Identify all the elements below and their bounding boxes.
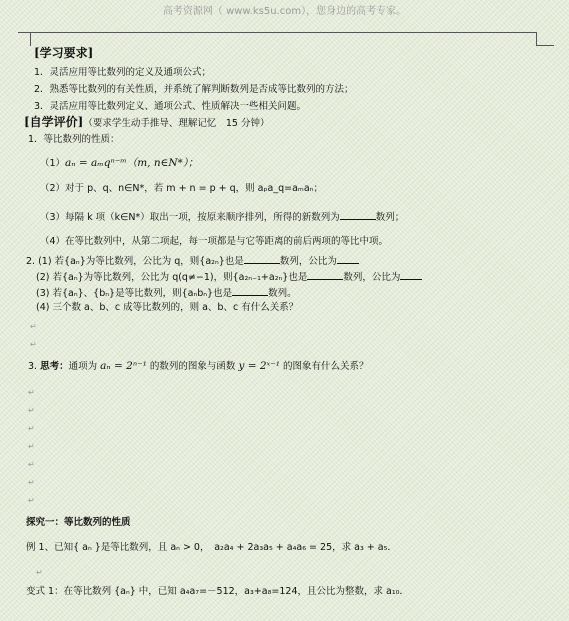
property-1 bbox=[40, 156, 199, 171]
paragraph-mark: ↵ bbox=[28, 406, 35, 415]
q2-item-3 bbox=[36, 285, 297, 301]
requirement-item-3: 3．灵活应用等比数列定义、通项公式、性质解决一些相关问题。 bbox=[34, 101, 307, 112]
paragraph-mark: ↵ bbox=[28, 424, 35, 433]
think-question bbox=[28, 359, 369, 374]
paragraph-mark: ↵ bbox=[28, 496, 35, 505]
paragraph-mark: ↵ bbox=[28, 388, 35, 397]
think-text-c: 的图象有什么关系？ bbox=[283, 361, 369, 372]
q2-item-1-blank-a bbox=[244, 253, 280, 264]
property-2: （2）对于 p、q、n∈N*，若 m + n = p + q，则 aₚa_q=aₘaₙ； bbox=[40, 183, 323, 194]
think-text-b: 的数列的图象与函数 bbox=[149, 361, 236, 372]
q2-item-2 bbox=[36, 269, 422, 285]
q2-item-3-blank bbox=[232, 285, 268, 296]
site-header: 高考资源网（ www.ks5u.com），您身边的高考专家。 bbox=[162, 6, 407, 17]
q2-item-4: (4) 三个数 a、b、c 成等比数列的，则 a、b、c 有什么关系？ bbox=[36, 302, 299, 313]
explore-heading: 探究一：等比数列的性质 bbox=[26, 517, 131, 528]
q2-item-3-text-a: (3) 若{aₙ}、{bₙ}是等比数列，则{aₙbₙ}也是 bbox=[36, 288, 233, 299]
paragraph-mark: ↵ bbox=[28, 460, 35, 469]
q2-item-1-text-a: 2. (1) 若{aₙ}为等比数列，公比为 q，则{a₂ₙ}也是 bbox=[26, 256, 244, 267]
self-eval-note: （要求学生动手推导、理解记忆 15 分钟） bbox=[83, 118, 270, 129]
property-1-formula: aₙ = aₘqⁿ⁻ᵐ（m, n∈N*）； bbox=[65, 157, 199, 169]
think-label: 思考： bbox=[40, 361, 69, 372]
property-1-label: （1） bbox=[40, 158, 66, 169]
q2-item-2-text-a: (2) 若{aₙ}为等比数列，公比为 q(q≠−1)，则{a₂ₙ₋₁+a₂ₙ}也是 bbox=[36, 272, 308, 283]
example-1: 例 1、已知{ aₙ }是等比数列，且 aₙ > 0， a₂a₄ + 2a₃a₅ + a₄a₆ = 25，求 a₃ + a₅． bbox=[26, 542, 397, 553]
q2-item-3-text-b: 数列。 bbox=[268, 288, 297, 299]
requirements-heading: [学习要求] bbox=[34, 46, 94, 60]
paragraph-mark: ↵ bbox=[36, 568, 43, 577]
property-4: （4）在等比数列中，从第二项起，每一项都是与它等距离的前后两项的等比中项。 bbox=[40, 236, 389, 247]
requirement-item-1: 1．灵活应用等比数列的定义及通项公式； bbox=[34, 67, 212, 78]
paragraph-mark: ↵ bbox=[30, 340, 37, 349]
variant-1: 变式 1：在等比数列 {aₙ} 中，已知 a₄a₇=－512，a₃+a₈=124，且公比为整数，求 a₁₀． bbox=[26, 586, 409, 597]
q2-item-2-blank-b bbox=[400, 269, 422, 280]
paragraph-mark: ↵ bbox=[30, 322, 37, 331]
property-3-text-a: （3）每隔 k 项（k∈N*）取出一项，按原来顺序排列，所得的新数列为 bbox=[40, 212, 340, 223]
property-3-text-b: 数列； bbox=[375, 212, 405, 223]
paragraph-mark: ↵ bbox=[28, 442, 35, 451]
think-formula-b: y = 2ˣ⁻¹ bbox=[238, 360, 281, 372]
paragraph-mark: ↵ bbox=[28, 478, 35, 487]
q2-item-2-text-b: 数列，公比为 bbox=[343, 272, 401, 283]
q2-item-2-blank-a bbox=[307, 269, 343, 280]
self-eval-heading-row bbox=[24, 115, 269, 131]
q1-title: 1．等比数列的性质： bbox=[28, 134, 120, 145]
self-eval-heading: [自学评价] bbox=[24, 115, 84, 129]
requirement-item-2: 2．熟悉等比数列的有关性质，并系统了解判断数列是否成等比数列的方法； bbox=[34, 84, 354, 95]
q2-item-1-blank-b bbox=[337, 253, 359, 264]
property-3-blank bbox=[340, 209, 376, 220]
property-3 bbox=[40, 209, 404, 225]
think-formula-a: aₙ = 2ⁿ⁻¹ bbox=[100, 360, 147, 372]
think-text-a: 通项为 bbox=[68, 361, 98, 372]
q2-item-1-text-b: 数列，公比为 bbox=[279, 256, 337, 267]
think-prefix: 3. bbox=[28, 361, 38, 372]
q2-item-1 bbox=[26, 253, 359, 269]
